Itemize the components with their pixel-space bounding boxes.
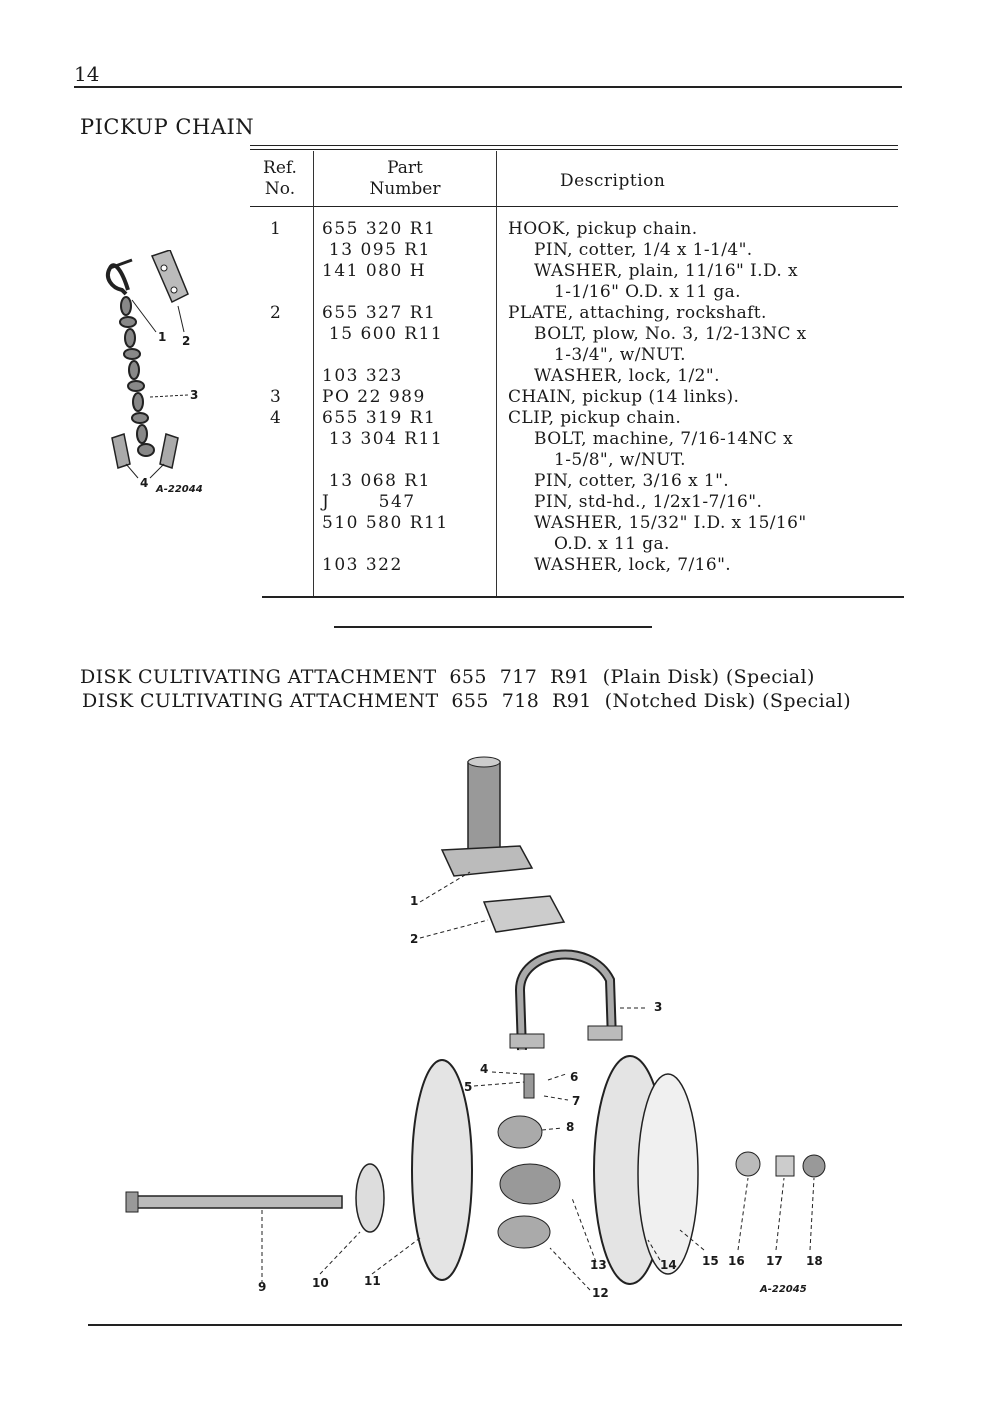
- table-cell-description: PLATE, attaching, rockshaft.: [508, 303, 767, 323]
- disk-callout-14: 14: [660, 1258, 677, 1272]
- header-part-line2: Number: [369, 179, 441, 199]
- pickup-chain-illustration: [92, 250, 232, 500]
- table-cell-description: CHAIN, pickup (14 links).: [508, 387, 740, 407]
- ref-column: [270, 219, 300, 576]
- pickup-callout-2: 2: [182, 334, 191, 348]
- table-cell-ref: [270, 324, 300, 345]
- pickup-figure-id: A-22044: [156, 484, 203, 495]
- table-cell-ref: 1: [270, 219, 282, 239]
- table-cell-ref: [270, 366, 300, 387]
- header-ref: [250, 158, 310, 200]
- table-top-rule-2: [250, 149, 898, 150]
- page-number: 14: [74, 62, 100, 86]
- table-cell-ref: [270, 513, 300, 534]
- table-cell-ref: [270, 429, 300, 450]
- table-cell-part-number: 103 322: [322, 555, 403, 575]
- table-cell-ref: [270, 555, 300, 576]
- disk-callout-9: 9: [258, 1280, 267, 1294]
- part-column: [322, 219, 492, 576]
- disk-callout-15: 15: [702, 1254, 719, 1268]
- table-cell-part-number: PO 22 989: [322, 387, 426, 407]
- table-cell-part-number: 103 323: [322, 366, 403, 386]
- disk-callout-2: 2: [410, 932, 419, 946]
- table-cell-part-number: 655 327 R1: [322, 303, 437, 323]
- pickup-chain-figure: [92, 250, 232, 500]
- table-cell-description: BOLT, machine, 7/16-14NC x: [534, 429, 794, 449]
- pickup-callout-3: 3: [190, 388, 199, 402]
- table-cell-description: PIN, cotter, 3/16 x 1".: [534, 471, 730, 491]
- table-cell-part-number: J 547: [322, 492, 416, 512]
- table-cell-ref: 2: [270, 303, 282, 323]
- disk-title-plain: DISK CULTIVATING ATTACHMENT 655 717 R91 (Plain Disk) (Special): [80, 666, 815, 688]
- table-cell-description: 1-1/16" O.D. x 11 ga.: [554, 282, 741, 302]
- table-cell-part-number: 15 600 R11: [322, 324, 444, 344]
- table-cell-part-number: 510 580 R11: [322, 513, 449, 533]
- table-cell-description: WASHER, plain, 11/16" I.D. x: [534, 261, 798, 281]
- table-bottom-rule: [262, 596, 904, 598]
- table-divider-1: [313, 151, 314, 596]
- disk-callout-1: 1: [410, 894, 419, 908]
- disk-attachment-figure: [120, 750, 840, 1310]
- table-cell-ref: [270, 450, 300, 471]
- disk-callout-8: 8: [566, 1120, 575, 1134]
- table-cell-description: O.D. x 11 ga.: [554, 534, 670, 554]
- table-cell-ref: [270, 345, 300, 366]
- section-separator: [334, 626, 652, 628]
- table-cell-description: PIN, std-hd., 1/2x1-7/16".: [534, 492, 763, 512]
- disk-callout-11: 11: [364, 1274, 381, 1288]
- table-top-rule: [250, 145, 898, 146]
- header-part-line1: Part: [387, 158, 423, 178]
- table-cell-part-number: [322, 534, 492, 555]
- table-cell-part-number: 655 319 R1: [322, 408, 437, 428]
- table-cell-part-number: 141 080 H: [322, 261, 427, 281]
- table-cell-ref: [270, 240, 300, 261]
- disk-callout-3: 3: [654, 1000, 663, 1014]
- disk-callout-7: 7: [572, 1094, 581, 1108]
- disk-callout-6: 6: [570, 1070, 579, 1084]
- table-cell-description: 1-3/4", w/NUT.: [554, 345, 686, 365]
- disk-figure-id: A-22045: [760, 1284, 807, 1295]
- header-ref-line1: Ref.: [263, 158, 297, 178]
- table-cell-ref: [270, 282, 300, 303]
- table-cell-description: WASHER, lock, 1/2".: [534, 366, 720, 386]
- disk-callout-17: 17: [766, 1254, 783, 1268]
- table-cell-description: PIN, cotter, 1/4 x 1-1/4".: [534, 240, 753, 260]
- table-cell-ref: 3: [270, 387, 282, 407]
- table-cell-ref: [270, 471, 300, 492]
- table-cell-ref: [270, 492, 300, 513]
- table-cell-part-number: 13 304 R11: [322, 429, 444, 449]
- table-cell-description: HOOK, pickup chain.: [508, 219, 698, 239]
- table-cell-ref: [270, 534, 300, 555]
- header-part: [320, 158, 490, 200]
- disk-callout-4: 4: [480, 1062, 489, 1076]
- disk-callout-12: 12: [592, 1286, 609, 1300]
- table-cell-description: WASHER, lock, 7/16".: [534, 555, 732, 575]
- section-title-pickup-chain: PICKUP CHAIN: [80, 115, 255, 139]
- header-description: Description: [560, 171, 666, 191]
- table-cell-part-number: 13 095 R1: [322, 240, 431, 260]
- bottom-rule: [88, 1324, 902, 1326]
- table-cell-ref: [270, 261, 300, 282]
- table-cell-part-number: [322, 282, 492, 303]
- table-cell-description: CLIP, pickup chain.: [508, 408, 682, 428]
- disk-callout-13: 13: [590, 1258, 607, 1272]
- header-ref-line2: No.: [264, 179, 296, 199]
- table-cell-description: BOLT, plow, No. 3, 1/2-13NC x: [534, 324, 807, 344]
- table-cell-description: 1-5/8", w/NUT.: [554, 450, 686, 470]
- disk-callout-16: 16: [728, 1254, 745, 1268]
- disk-title-notched: DISK CULTIVATING ATTACHMENT 655 718 R91 (Notched Disk) (Special): [82, 690, 852, 712]
- table-cell-description: WASHER, 15/32" I.D. x 15/16": [534, 513, 807, 533]
- table-header-rule: [250, 206, 898, 207]
- disk-callout-10: 10: [312, 1276, 329, 1290]
- disk-attachment-illustration: [120, 750, 840, 1310]
- disk-callout-18: 18: [806, 1254, 823, 1268]
- description-column: [508, 219, 898, 576]
- table-cell-part-number: [322, 345, 492, 366]
- pickup-callout-1: 1: [158, 330, 167, 344]
- table-cell-part-number: [322, 450, 492, 471]
- table-divider-2: [496, 151, 497, 596]
- pickup-callout-4: 4: [140, 476, 149, 490]
- disk-callout-5: 5: [464, 1080, 473, 1094]
- table-cell-ref: 4: [270, 408, 282, 428]
- table-cell-part-number: 655 320 R1: [322, 219, 437, 239]
- table-cell-part-number: 13 068 R1: [322, 471, 431, 491]
